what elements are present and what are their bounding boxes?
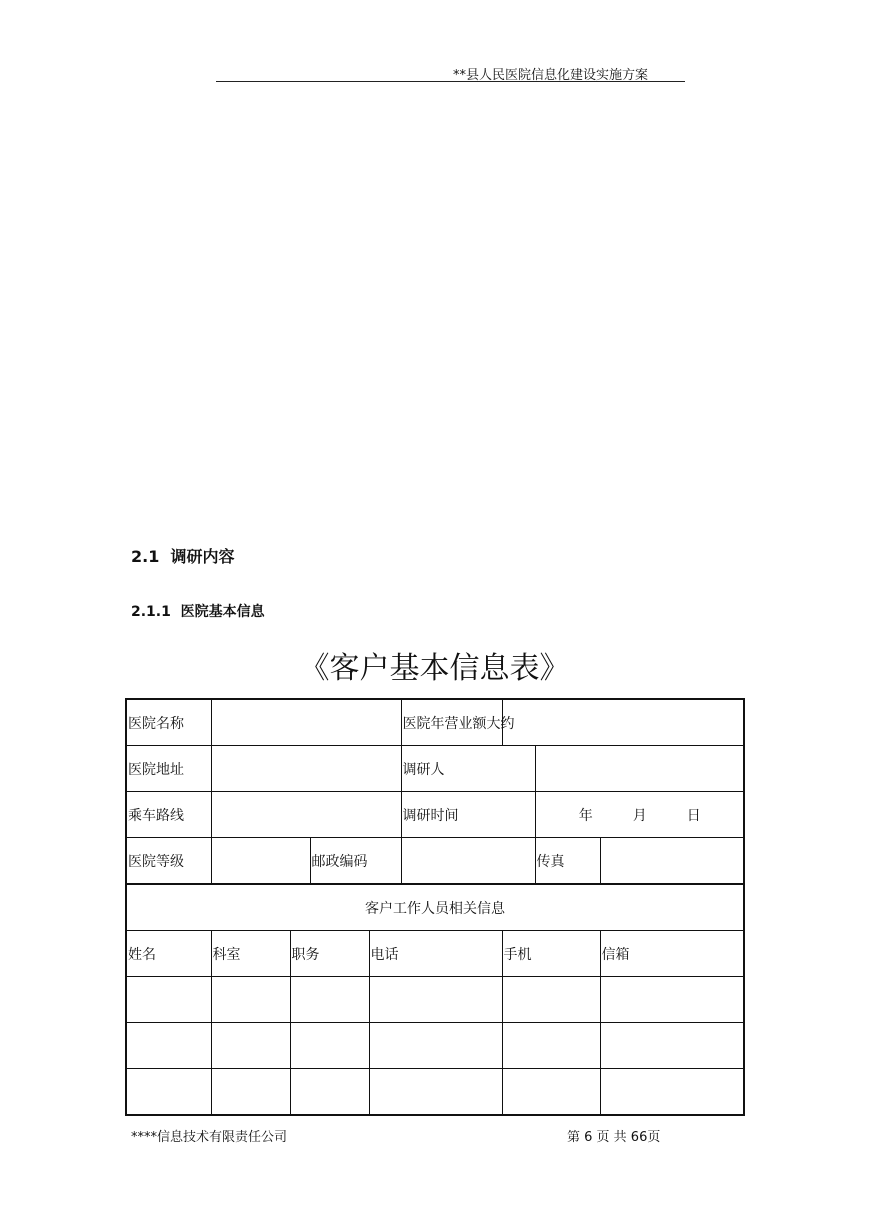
address-label: 医院地址 [126,746,211,792]
table-row [126,746,744,792]
researcher-label: 调研人 [401,746,535,792]
hospital-name-field[interactable] [211,699,401,746]
table-row [126,699,744,746]
staff-header-mobile: 手机 [502,931,600,977]
staff-header-position: 职务 [290,931,369,977]
date-year: 年 [578,807,593,824]
staff-cell[interactable] [369,1023,502,1069]
research-time-field[interactable] [535,792,744,838]
staff-header-dept: 科室 [211,931,290,977]
researcher-field[interactable] [535,746,744,792]
page-header-title: **县人民医院信息化建设实施方案 [453,68,649,83]
grade-field[interactable] [211,838,310,885]
section-heading [131,544,235,567]
table-row [126,838,744,885]
staff-cell[interactable] [600,1023,744,1069]
footer-company: ****信息技术有限责任公司 [131,1130,288,1145]
staff-cell[interactable] [126,977,211,1023]
staff-cell[interactable] [502,977,600,1023]
section-title: 调研内容 [170,547,235,566]
research-time-label: 调研时间 [401,792,535,838]
staff-cell[interactable] [211,977,290,1023]
annual-revenue-label: 医院年营业额大约 [401,699,502,746]
staff-cell[interactable] [369,1069,502,1116]
date-day: 日 [686,807,701,824]
footer-page-info: 第 6 页 共 66页 [567,1130,661,1145]
staff-cell[interactable] [369,977,502,1023]
staff-cell[interactable] [290,1023,369,1069]
fax-field[interactable] [600,838,744,885]
postcode-field[interactable] [401,838,535,885]
staff-header-phone: 电话 [369,931,502,977]
staff-cell[interactable] [600,977,744,1023]
staff-cell[interactable] [290,977,369,1023]
staff-cell[interactable] [211,1069,290,1116]
table-row [126,884,744,931]
section-number: 2.1 [131,547,160,566]
staff-header-name: 姓名 [126,931,211,977]
staff-row [126,977,744,1023]
date-month: 月 [632,807,647,824]
staff-cell[interactable] [126,1023,211,1069]
staff-row [126,1069,744,1116]
form-title: 《客户基本信息表》 [299,651,570,686]
grade-label: 医院等级 [126,838,211,885]
postcode-label: 邮政编码 [310,838,401,885]
route-label: 乘车路线 [126,792,211,838]
staff-cell[interactable] [290,1069,369,1116]
staff-header-row [126,931,744,977]
staff-cell[interactable] [502,1023,600,1069]
customer-info-table [125,698,745,1116]
staff-cell[interactable] [502,1069,600,1116]
staff-row [126,1023,744,1069]
staff-cell[interactable] [600,1069,744,1116]
annual-revenue-field[interactable] [502,699,744,746]
staff-cell[interactable] [126,1069,211,1116]
header-rule [216,81,685,82]
address-field[interactable] [211,746,401,792]
staff-section-title: 客户工作人员相关信息 [126,884,744,931]
staff-cell[interactable] [211,1023,290,1069]
table-row [126,792,744,838]
subsection-heading [131,601,265,621]
subsection-title: 医院基本信息 [180,604,265,620]
staff-header-email: 信箱 [600,931,744,977]
route-field[interactable] [211,792,401,838]
fax-label: 传真 [535,838,600,885]
subsection-number: 2.1.1 [131,604,171,620]
hospital-name-label: 医院名称 [126,699,211,746]
